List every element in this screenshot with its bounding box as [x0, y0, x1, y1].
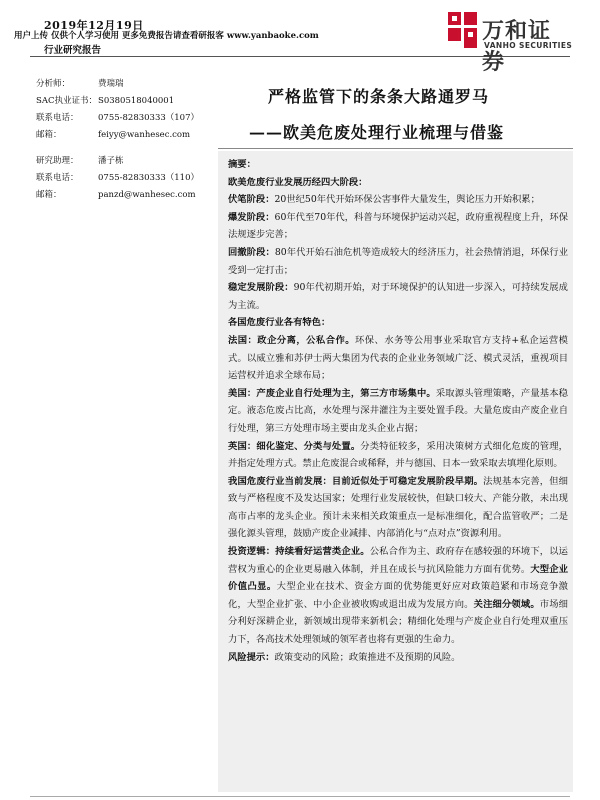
assistant-name-label: 研究助理： [36, 156, 79, 166]
country-uk: 英国：细化鉴定、分类与处置。分类特征较多，采用决策树方式细化危废的管理，并指定处理方式。禁止危废混合或稀释，并与德国、日本一致采取去填埋化原则。 [228, 440, 568, 470]
company-logo [448, 12, 573, 75]
assistant-email-label: 邮箱： [36, 190, 62, 200]
analyst-sac: S0380518040001 [98, 96, 175, 106]
assistant-email[interactable]: panzd@wanhesec.com [98, 190, 196, 200]
analyst-email[interactable]: feiyy@wanhesec.com [98, 130, 191, 140]
report-title: 严格监管下的条条大路通罗马 [268, 87, 490, 106]
china-status: 我国危废行业当前发展：目前近似处于可稳定发展阶段早期。法规基本完善，但细致与严格程度不及发达国家；处理行业发展较快，但缺口较大、产能分散，未出现高市占率的龙头企业。预计未来相关政策重点一是标准细化，配合监管收严；二是强化源头管理，鼓励产废企业减排、内部消化与“点对点”资源利用。 [228, 475, 568, 540]
stage-3: 回撤阶段：80年代开始石油危机等造成较大的经济压力，社会热情消退，环保行业受到一定打击； [228, 246, 568, 276]
report-date: 2019年12月19日 [44, 19, 144, 32]
analyst-name-label: 分析师： [36, 79, 71, 89]
stage-1: 伏笔阶段：20世纪50年代开始环保公害事件大量发生，舆论压力开始积累； [228, 194, 540, 206]
logo-mark-icon [448, 12, 478, 48]
summary-heading: 摘要： [228, 159, 256, 170]
logo-english-name: VANHO SECURITIES [484, 41, 573, 50]
assistant-info [36, 153, 216, 204]
country-france: 法国：政企分离，公私合作。环保、水务等公用事业采取官方支持+私企运营模式。以威立雅和苏伊士两大集团为代表的企业业务领域广泛、模式灵活，重视项目运营权并追求全球布局； [228, 334, 568, 382]
stage-4: 稳定发展阶段：90年代初期开始，对于环境保护的认知进一步深入，可持续发展成为主流。 [228, 282, 568, 311]
countries-heading: 各国危废行业各有特色： [228, 317, 331, 329]
investment-logic: 投资逻辑：持续看好运营类企业。公私合作为主、政府存在感较强的环境下，以运营权为重心的企业更易融入体制，并且在成长与抗风险能力方面有优势。大型企业价值凸显。大型企业在技术、资金方面的优势能更好应对政策趋紧和市场竞争激化，大型企业扩张、中小企业被收购或退出成为发展方向。关注细分领域。市场细分利好深耕企业，新领域出现带来新机会；精细化处理与产废企业自行处理双重压力下，各高技术处理领域的领军者也将有更强的生命力。 [228, 546, 568, 646]
footer-divider [30, 796, 570, 797]
analyst-phone-label: 联系电话： [36, 113, 79, 123]
analyst-name: 费瑞瑞 [98, 79, 124, 89]
report-subtitle: ——欧美危废处理行业梳理与借鉴 [249, 123, 505, 142]
analyst-email-label: 邮箱： [36, 130, 62, 140]
stages-heading: 欧美危废行业发展历经四大阶段： [228, 176, 368, 188]
assistant-name: 潘子栋 [98, 156, 124, 166]
country-usa: 美国：产废企业自行处理为主，第三方市场集中。采取源头管理策略，产量基本稳定。液态危废占比高，水处理与深井灌注为主要处置手段。大量危废由产废企业自行处理，第三方处理市场主要由龙头企业占据； [228, 387, 568, 434]
stage-2: 爆发阶段：60年代至70年代，科普与环境保护运动兴起，政府重视程度上升，环保法规逐步完善； [228, 211, 568, 241]
report-type: 行业研究报告 [44, 45, 102, 56]
assistant-phone: 0755-82830333（110） [98, 173, 199, 183]
title-divider [218, 148, 573, 149]
analyst-info [36, 76, 216, 144]
analyst-phone: 0755-82830333（107） [98, 113, 199, 123]
logo-chinese-name: 万和证券 [482, 19, 552, 75]
assistant-phone-label: 联系电话： [36, 173, 79, 183]
summary-box [218, 151, 573, 792]
risk-warning: 风险提示：政策变动的风险；政策推进不及预期的风险。 [228, 651, 461, 663]
analyst-sac-label: SAC执业证书： [36, 96, 97, 106]
watermark-text: 用户上传 仅供个人学习使用 更多免费报告请查看研报客 www.yanbaoke.com [14, 31, 319, 41]
